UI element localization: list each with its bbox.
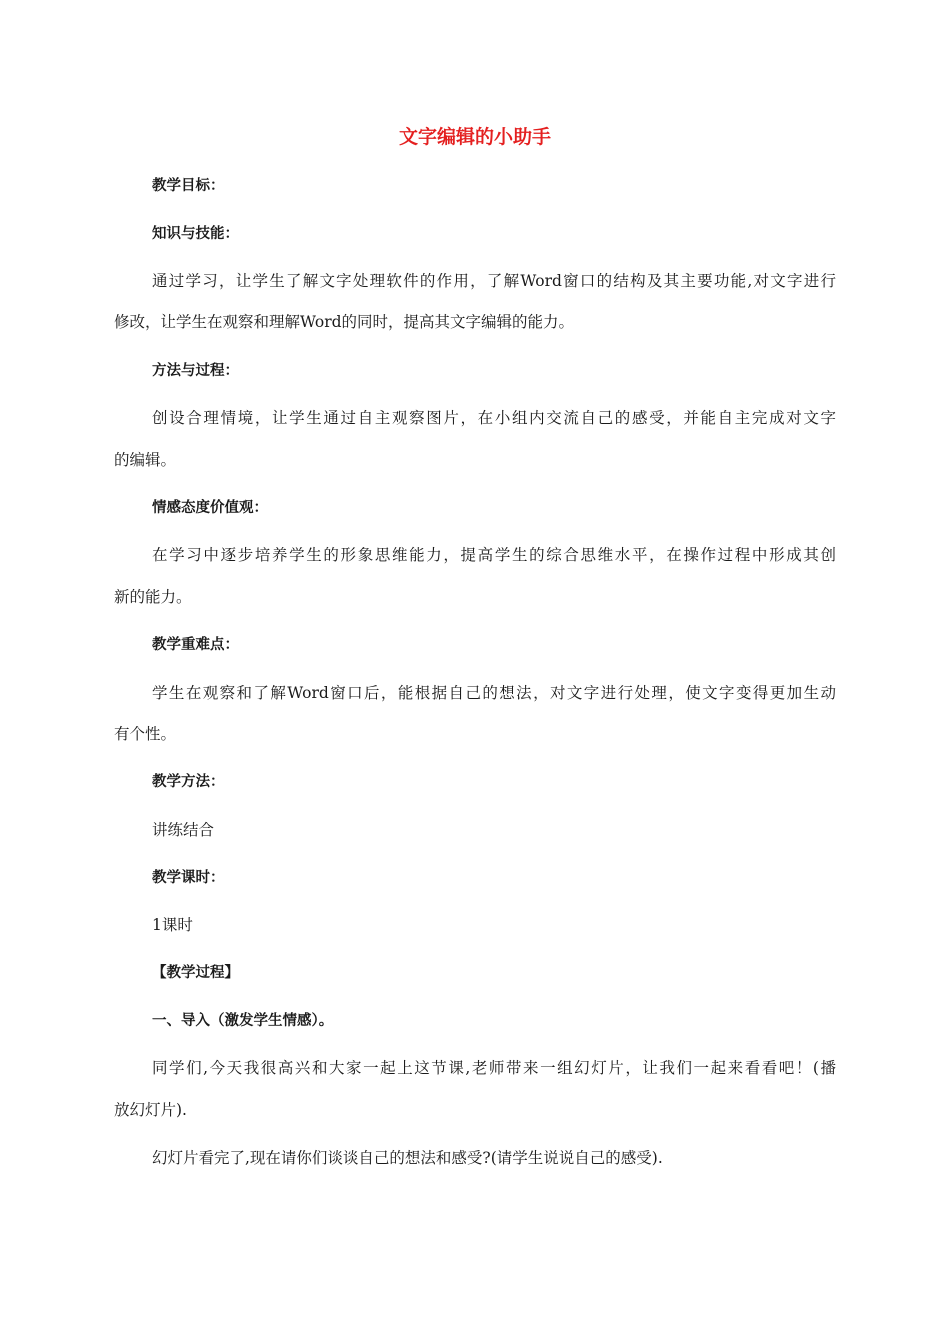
- paragraph-line: 的编辑。: [114, 451, 177, 469]
- paragraph-line: 通过学习，让学生了解文字处理软件的作用，了解Word窗口的结构及其主要功能,对文字进行: [152, 272, 836, 290]
- heading-class-hours: 教学课时：: [152, 870, 225, 886]
- paragraph-line: 有个性。: [114, 725, 177, 743]
- heading-knowledge-skills: 知识与技能：: [152, 226, 239, 242]
- paragraph-line: 同学们,今天我很高兴和大家一起上这节课,老师带来一组幻灯片，让我们一起来看看吧！(播: [152, 1059, 836, 1077]
- heading-teaching-process: 【教学过程】: [152, 965, 239, 981]
- heading-method-process: 方法与过程：: [152, 363, 239, 379]
- paragraph-line: 在学习中逐步培养学生的形象思维能力，提高学生的综合思维水平，在操作过程中形成其创: [152, 546, 836, 564]
- heading-teaching-method: 教学方法：: [152, 774, 225, 790]
- heading-teaching-goals: 教学目标：: [152, 178, 225, 194]
- heading-key-points: 教学重难点：: [152, 637, 239, 653]
- paragraph-line: 学生在观察和了解Word窗口后，能根据自己的想法，对文字进行处理，使文字变得更加生动: [152, 684, 836, 702]
- paragraph-line: 创设合理情境，让学生通过自主观察图片，在小组内交流自己的感受，并能自主完成对文字: [152, 409, 836, 427]
- heading-emotion-values: 情感态度价值观：: [152, 500, 268, 516]
- paragraph-line: 修改，让学生在观察和理解Word的同时，提高其文字编辑的能力。: [114, 313, 575, 331]
- paragraph-line: 新的能力。: [114, 588, 192, 606]
- paragraph-line: 幻灯片看完了,现在请你们谈谈自己的想法和感受?(请学生说说自己的感受).: [152, 1149, 663, 1167]
- paragraph-line: 放幻灯片).: [114, 1101, 187, 1119]
- paragraph-line: 讲练结合: [152, 821, 215, 839]
- paragraph-line: 1课时: [152, 916, 193, 934]
- document-title: 文字编辑的小助手: [398, 126, 551, 148]
- heading-introduction: 一、导入（激发学生情感）。: [152, 1013, 334, 1029]
